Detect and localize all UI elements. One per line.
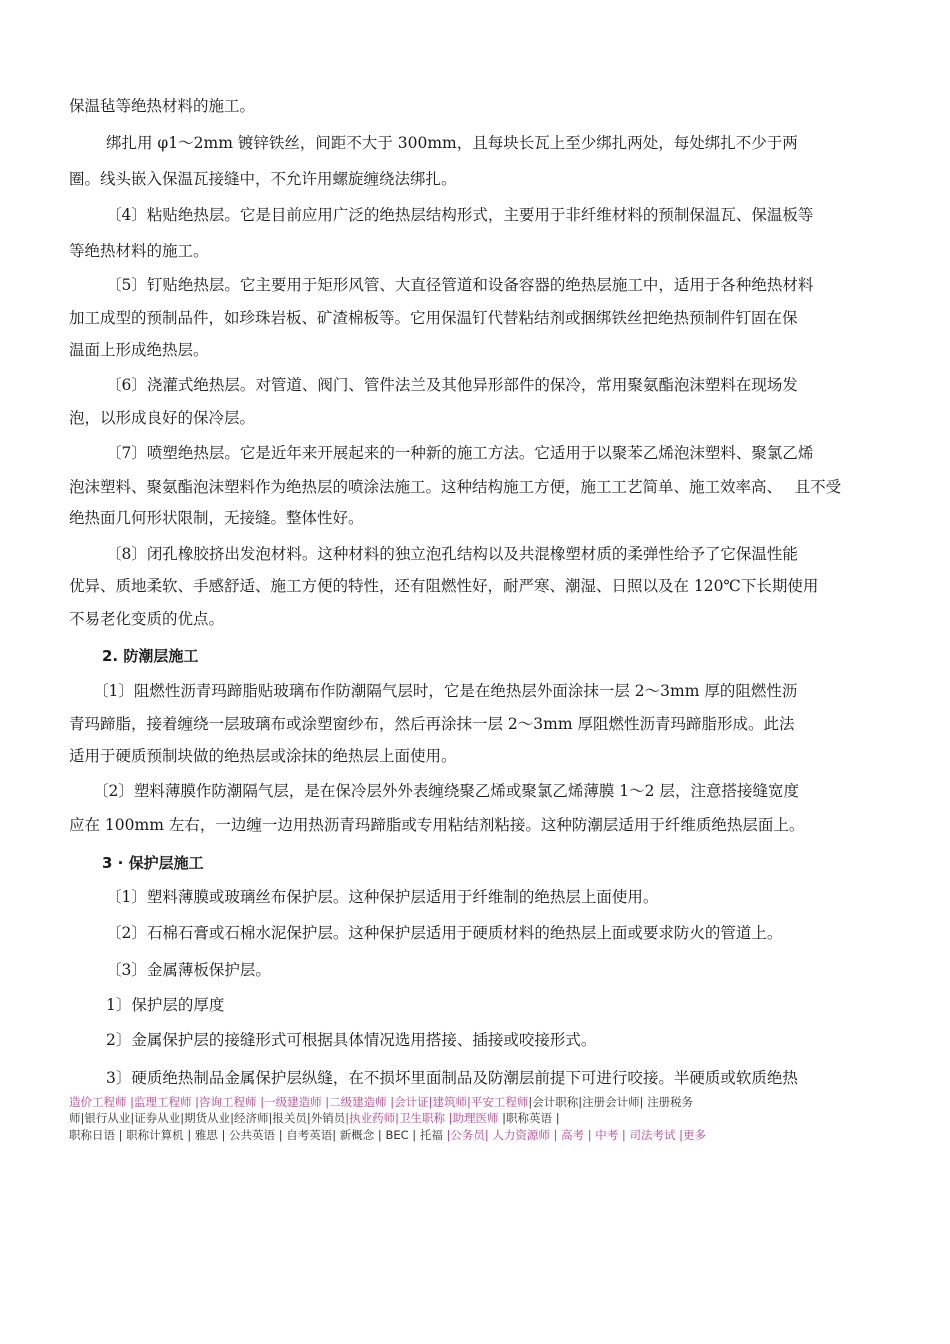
paragraph-line: 〔6〕浇灌式绝热层。对管道、阀门、管件法兰及其他异形部件的保冷，常用聚氨酯泡沫塑料在现场发 bbox=[106, 376, 798, 394]
paragraph-line: 〔4〕粘贴绝热层。它是目前应用广泛的绝热层结构形式，主要用于非纤维材料的预制保温瓦、保温板等 bbox=[106, 206, 814, 224]
footer-link[interactable]: | 公共英语 bbox=[217, 1128, 276, 1142]
footer-link[interactable]: |助理医师 bbox=[445, 1111, 499, 1125]
paragraph-line: 保温毡等绝热材料的施工。 bbox=[69, 97, 256, 115]
footer-link[interactable]: | 人力资源师 bbox=[484, 1128, 550, 1142]
paragraph-line: 温面上形成绝热层。 bbox=[69, 341, 209, 359]
paragraph-line: 2〕金属保护层的接缝形式可根据具体情况选用搭接、插接或咬接形式。 bbox=[106, 1031, 597, 1049]
paragraph-line: 泡，以形成良好的保冷层。 bbox=[69, 409, 256, 427]
footer-link[interactable]: |卫生职称 bbox=[395, 1111, 445, 1125]
paragraph-line: 适用于硬质预制块做的绝热层或涂抹的绝热层上面使用。 bbox=[69, 747, 457, 765]
footer-link[interactable]: |咨询工程师 bbox=[191, 1095, 257, 1109]
footer-link[interactable]: |更多 bbox=[675, 1128, 706, 1142]
footer-link[interactable]: |二级建造师 bbox=[321, 1095, 387, 1109]
paragraph-line: 不易老化变质的优点。 bbox=[69, 610, 225, 628]
footer-link[interactable]: |平安工程师 bbox=[467, 1095, 529, 1109]
footer-link[interactable]: | BEC bbox=[374, 1128, 409, 1142]
footer-link[interactable]: 师 bbox=[69, 1111, 81, 1125]
paragraph-line: 3〕硬质绝热制品金属保护层纵缝，在不损坏里面制品及防潮层前提下可进行咬接。半硬质或软质绝热 bbox=[106, 1069, 798, 1087]
footer-link[interactable]: | 雅思 bbox=[183, 1128, 218, 1142]
footer-link[interactable]: 职称日语 bbox=[69, 1128, 115, 1142]
section-heading: 3 · 保护层施工 bbox=[102, 854, 204, 872]
footer-link[interactable]: | 职称计算机 bbox=[115, 1128, 184, 1142]
paragraph-line: 青玛蹄脂，接着缠绕一层玻璃布或涂塑窗纱布，然后再涂抹一层 2～3mm 厚阻燃性沥青玛蹄脂形成。此法 bbox=[69, 715, 795, 733]
paragraph-line: 1〕保护层的厚度 bbox=[106, 996, 225, 1014]
footer-link[interactable]: | 新概念 bbox=[332, 1128, 375, 1142]
paragraph-line: 〔1〕阻燃性沥青玛蹄脂贴玻璃布作防潮隔气层时，它是在绝热层外面涂抹一层 2～3mm 厚的阻燃性沥 bbox=[93, 682, 798, 700]
paragraph-line: 等绝热材料的施工。 bbox=[69, 242, 209, 260]
footer-links-row-2 bbox=[69, 1110, 560, 1126]
footer-link[interactable]: | 高考 bbox=[549, 1128, 585, 1142]
paragraph-line: 〔2〕石棉石膏或石棉水泥保护层。这种保护层适用于硬质材料的绝热层上面或要求防火的管道上。 bbox=[106, 924, 783, 942]
footer-link[interactable]: |报关员 bbox=[268, 1111, 307, 1125]
footer-link[interactable]: | 托福 bbox=[408, 1128, 443, 1142]
paragraph-line: 应在 100mm 左右，一边缠一边用热沥青玛蹄脂或专用粘结剂粘接。这种防潮层适用于纤维质绝热层面上。 bbox=[69, 816, 805, 834]
paragraph-line: 〔8〕闭孔橡胶挤出发泡材料。这种材料的独立泡孔结构以及共混橡塑材质的柔弹性给予了它保温性能 bbox=[106, 545, 798, 563]
footer-link[interactable]: |会计职称 bbox=[528, 1095, 579, 1109]
paragraph-line: 〔5〕钉贴绝热层。它主要用于矩形风管、大直径管道和设备容器的绝热层施工中，适用于各种绝热材料 bbox=[106, 276, 814, 294]
footer-links-row-3 bbox=[69, 1127, 706, 1143]
paragraph-line: 〔3〕金属薄板保护层。 bbox=[106, 961, 271, 979]
footer-link[interactable]: |公务员 bbox=[442, 1128, 485, 1142]
footer-link[interactable]: |外销员 bbox=[306, 1111, 346, 1125]
paragraph-line: 绝热面几何形状限制，无接缝。整体性好。 bbox=[69, 509, 364, 527]
footer-link[interactable]: | 中考 bbox=[584, 1128, 619, 1142]
paragraph-line: 绑扎用 φ1～2mm 镀锌铁丝，间距不大于 300mm，且每块长瓦上至少绑扎两处，每处绑扎不少于两 bbox=[106, 134, 798, 152]
footer-link[interactable]: | 司法考试 bbox=[618, 1128, 676, 1142]
footer-link[interactable]: |一级建造师 bbox=[256, 1095, 322, 1109]
section-heading: 2. 防潮层施工 bbox=[102, 647, 199, 665]
footer-link[interactable]: |证券从业 bbox=[130, 1111, 181, 1125]
footer-link[interactable]: |期货从业 bbox=[180, 1111, 231, 1125]
paragraph-line: 〔1〕塑料薄膜或玻璃丝布保护层。这种保护层适用于纤维制的绝热层上面使用。 bbox=[106, 888, 659, 906]
footer-link[interactable]: |建筑师 bbox=[428, 1095, 468, 1109]
paragraph-line: 〔7〕喷塑绝热层。它是近年来开展起来的一种新的施工方法。它适用于以聚苯乙烯泡沫塑料、聚氯乙烯 bbox=[106, 444, 814, 462]
footer-link[interactable]: |注册会计师 bbox=[578, 1095, 640, 1109]
footer-link[interactable]: |监理工程师 bbox=[126, 1095, 192, 1109]
paragraph-line: 优异、质地柔软、手感舒适、施工方便的特性，还有阻燃性好，耐严寒、潮湿、日照以及在 120℃下长期使用 bbox=[69, 577, 819, 595]
paragraph-line: 〔2〕塑料薄膜作防潮隔气层，是在保冷层外外表缠绕聚乙烯或聚氯乙烯薄膜 1～2 层，注意搭接缝宽度 bbox=[93, 782, 799, 800]
footer-link[interactable]: | bbox=[552, 1111, 560, 1125]
footer-link[interactable]: |会计证 bbox=[386, 1095, 429, 1109]
footer-link[interactable]: |职称英语 bbox=[498, 1111, 553, 1125]
paragraph-line: 泡沫塑料、聚氨酯泡沫塑料作为绝热层的喷涂法施工。这种结构施工方便，施工工艺简单、施工效率高、 且不受 bbox=[69, 478, 842, 496]
footer-links-row-1 bbox=[69, 1094, 693, 1110]
paragraph-line: 圈。线头嵌入保温瓦接缝中，不允许用螺旋缠绕法绑扎。 bbox=[69, 170, 457, 188]
footer-link[interactable]: |经济师 bbox=[230, 1111, 269, 1125]
paragraph-line: 加工成型的预制品件，如珍珠岩板、矿渣棉板等。它用保温钉代替粘结剂或捆绑铁丝把绝热预制件钉固在保 bbox=[69, 309, 798, 327]
footer-link[interactable]: 造价工程师 bbox=[69, 1095, 127, 1109]
footer-link[interactable]: | 注册税务 bbox=[639, 1095, 694, 1109]
footer-link[interactable]: | 自考英语 bbox=[275, 1128, 333, 1142]
footer-link[interactable]: |银行从业 bbox=[80, 1111, 131, 1125]
footer-link[interactable]: |执业药师 bbox=[345, 1111, 396, 1125]
